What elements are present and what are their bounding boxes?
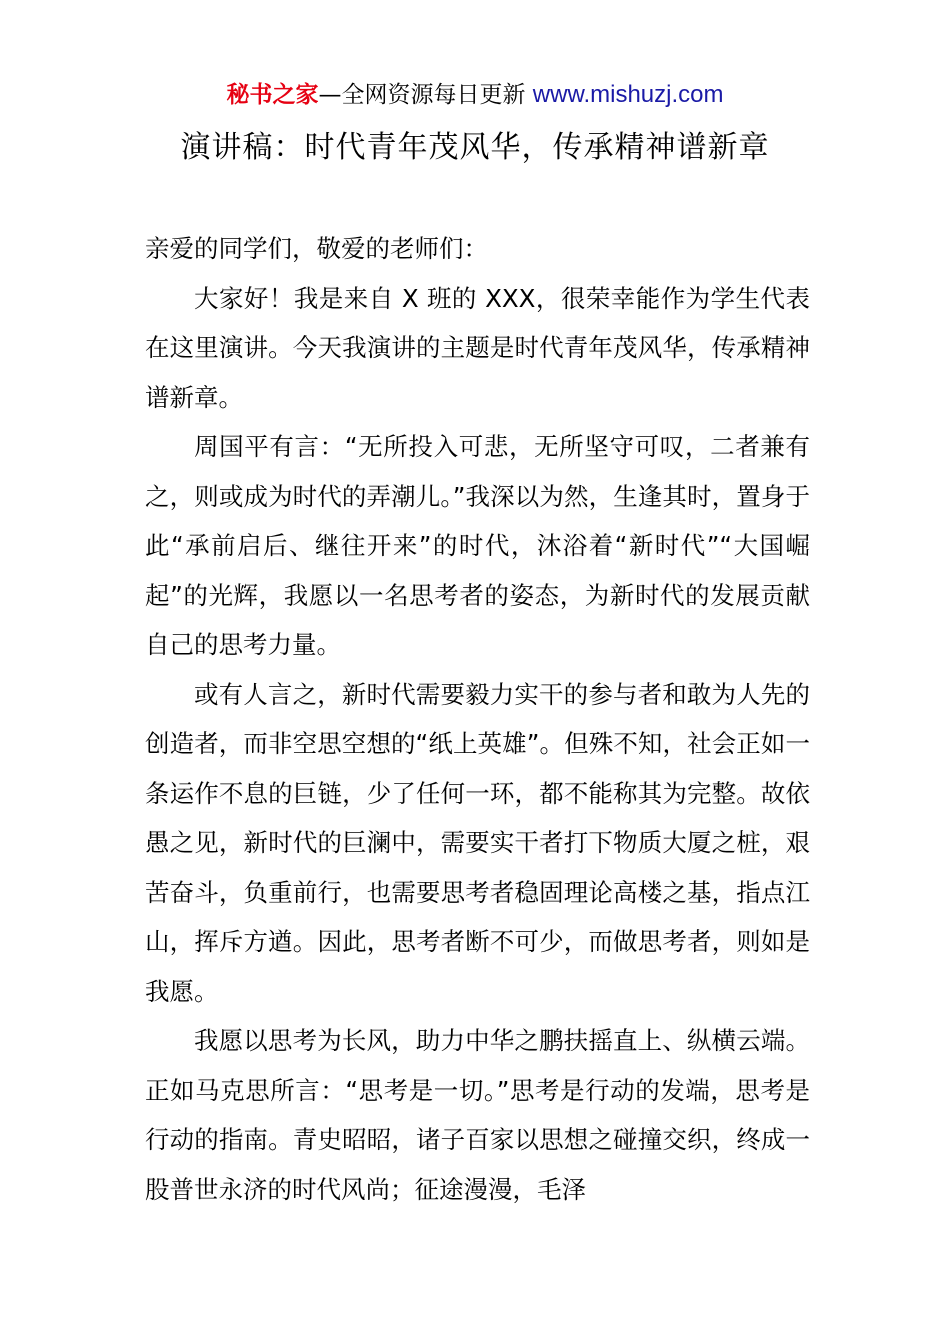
- paragraph-4: 我愿以思考为长风，助力中华之鹏扶摇直上、纵横云端。正如马克思所言：“思考是一切。”思考是行动的发端，思考是行动的指南。青史昭昭，诸子百家以思想之碰撞交织，终成一股普世永济的时代风尚；征途漫漫，毛泽: [145, 1026, 810, 1204]
- brand-name: 秘书之家: [226, 82, 319, 108]
- document-title: 演讲稿：时代青年茂风华，传承精神谱新章: [180, 130, 770, 165]
- document-body: [145, 224, 810, 1214]
- paragraph-2: 周国平有言：“无所投入可悲，无所坚守可叹，二者兼有之，则或成为时代的弄潮儿。”我深以为然，生逢其时，置身于此“承前启后、继往开来”的时代，沐浴着“新时代”“大国崛起”的光辉，我愿以一名思考者的姿态，为新时代的发展贡献自己的思考力量。: [145, 432, 810, 659]
- paragraph-1: 大家好！我是来自 X 班的 XXX，很荣幸能作为学生代表在这里演讲。今天我演讲的主题是时代青年茂风华，传承精神谱新章。: [145, 283, 810, 412]
- site-url-link[interactable]: www.mishuzj.com: [532, 81, 724, 108]
- site-banner: [0, 80, 950, 110]
- paragraph-3: 或有人言之，新时代需要毅力实干的参与者和敢为人先的创造者，而非空思空想的“纸上英雄”。但殊不知，社会正如一条运作不息的巨链，少了任何一环，都不能称其为完整。故依愚之见，新时代的巨澜中，需要实干者打下物质大厦之桩，艰苦奋斗，负重前行，也需要思考者稳固理论高楼之基，指点江山，挥斥方遒。因此，思考者断不可少，而做思考者，则如是我愿。: [145, 679, 810, 1006]
- banner-tagline: —全网资源每日更新: [318, 82, 533, 108]
- salutation: 亲爱的同学们，敬爱的老师们：: [145, 234, 488, 263]
